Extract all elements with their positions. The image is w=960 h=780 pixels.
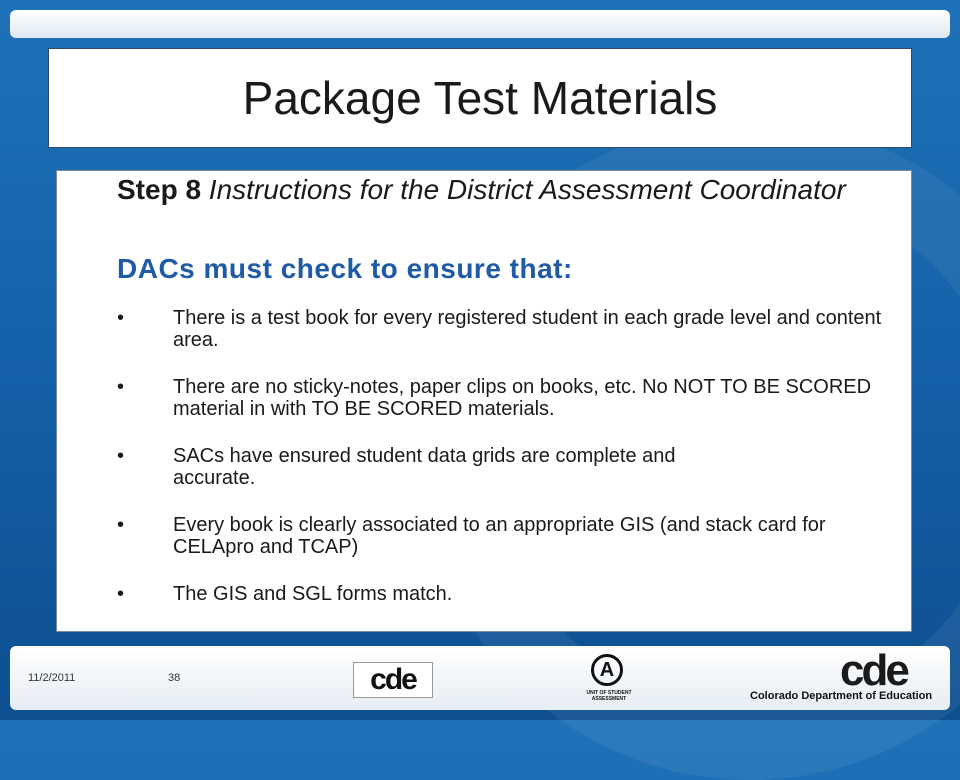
content-box xyxy=(56,170,912,632)
cde-logo-large: cde xyxy=(840,646,907,695)
list-item xyxy=(57,307,913,351)
top-bar xyxy=(10,10,950,38)
page-number: 38 xyxy=(168,672,181,684)
bullet-text: There are no sticky-notes, paper clips on books, etc. No NOT TO BE SCORED material in with TO BE SCORED materials. xyxy=(173,376,872,420)
bullet-dot: • xyxy=(117,583,125,605)
assessment-unit-logo xyxy=(582,652,636,710)
logo-caption: UNIT OF STUDENT ASSESSMENT xyxy=(586,690,632,702)
list-item xyxy=(57,376,913,420)
bullet-text: Every book is clearly associated to an appropriate GIS (and stack card for CELApro and TCAP) xyxy=(173,514,826,558)
logo-letter: A xyxy=(591,654,623,686)
bullet-dot: • xyxy=(117,514,125,536)
cde-full-name: Colorado Department of Education xyxy=(750,690,933,702)
footer xyxy=(10,646,950,710)
list-item xyxy=(57,583,913,605)
bullet-text: SACs have ensured student data grids are complete and accurate. xyxy=(173,445,676,489)
bullet-text: The GIS and SGL forms match. xyxy=(173,583,453,605)
title-box xyxy=(48,48,912,148)
bullet-text: There is a test book for every registered student in each grade level and content area. xyxy=(173,307,882,351)
dac-heading: DACs must check to ensure that: xyxy=(117,253,573,284)
slide-title: Package Test Materials xyxy=(242,72,718,124)
step-text: Instructions for the District Assessment Coordinator xyxy=(201,174,846,205)
bullet-dot: • xyxy=(117,445,125,467)
cde-logo-small: cde xyxy=(353,662,433,698)
list-item xyxy=(57,445,913,489)
bullet-dot: • xyxy=(117,376,125,398)
bullet-list xyxy=(57,307,913,630)
bullet-dot: • xyxy=(117,307,125,329)
list-item xyxy=(57,514,913,558)
step-line xyxy=(117,175,897,205)
step-label: Step 8 xyxy=(117,174,202,205)
footer-date: 11/2/2011 xyxy=(28,672,76,684)
